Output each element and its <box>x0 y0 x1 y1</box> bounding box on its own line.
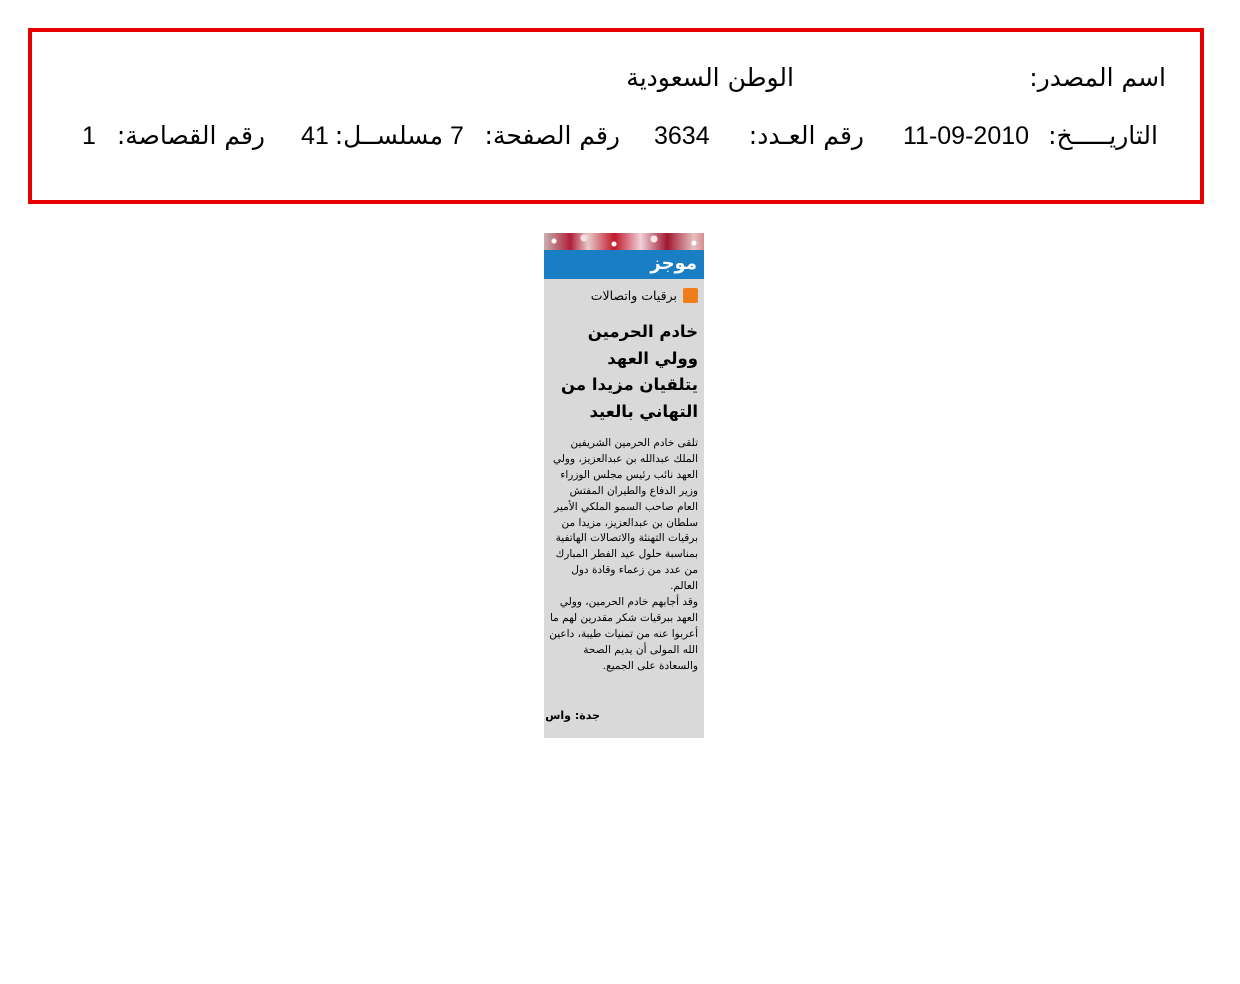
article-body <box>548 436 698 675</box>
section-title: موجز <box>650 253 697 274</box>
page-value: 7 <box>450 122 464 150</box>
clip-value: 1 <box>82 122 96 150</box>
issue-value: 3634 <box>654 122 710 150</box>
category-text: برقيات واتصالات <box>590 288 677 303</box>
article-paragraph: تلقى خادم الحرمين الشريفين الملك عبدالله بن عبدالعزيز، وولي العهد نائب رئيس مجلس الوزراء وزير الدفاع والطيران المفتش العام صاحب السمو الملكي الأمير سلطان بن عبدالعزيز، مزيدا من برقيات التهنئة والاتصالات الهاتفية بمناسبة حلول عيد الفطر المبارك من عدد من زعماء وقادة دول العالم. <box>552 437 698 593</box>
category-marker-icon <box>683 288 698 303</box>
date-label: التاريـــــخ: <box>1048 121 1158 150</box>
issue-label: رقم العـدد: <box>748 121 864 150</box>
source-value: الوطن السعودية <box>626 63 794 92</box>
clip-label: رقم القصاصة: <box>116 121 265 150</box>
header-info-box <box>28 28 1204 204</box>
serial-label: مسلســل: <box>334 121 443 150</box>
article-paragraph: وقد أجابهم خادم الحرمين، وولي العهد ببرقيات شكر مقدرين لهم ما أعربوا عنه من تمنيات طيبة، داعين الله المولى أن يديم الصحة والسعادة على الجميع. <box>549 596 698 672</box>
news-clipping <box>544 233 704 738</box>
serial-value: 41 <box>301 122 329 150</box>
banner-flowers-decoration <box>544 233 704 250</box>
category-label <box>591 288 698 304</box>
page-label: رقم الصفحة: <box>484 121 620 150</box>
section-title-bar <box>544 250 704 279</box>
headline: خادم الحرمين وولي العهد يتلقيان مزيدا من التهاني بالعيد <box>561 322 698 421</box>
date-value: 11-09-2010 <box>903 122 1030 150</box>
source-label: اسم المصدر: <box>1029 63 1166 92</box>
byline: جدة: واس <box>545 709 600 722</box>
